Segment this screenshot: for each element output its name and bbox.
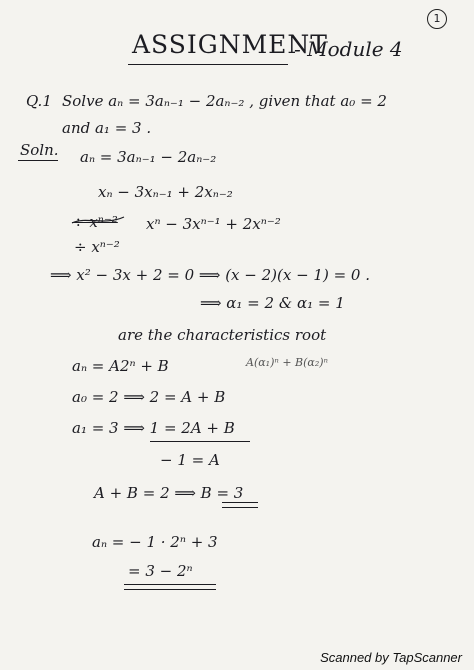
recurrence-relation: aₙ = 3aₙ₋₁ − 2aₙ₋₂ xyxy=(80,148,217,166)
question-line-1: Solve aₙ = 3aₙ₋₁ − 2aₙ₋₂ , given that a₀ = 2 xyxy=(62,92,387,110)
final-answer: = 3 − 2ⁿ xyxy=(128,562,193,580)
question-label: Q.1 xyxy=(26,92,52,110)
solution-label: Soln. xyxy=(20,141,59,159)
assignment-title: ASSIGNMENT xyxy=(132,30,328,59)
power-form: xⁿ − 3xⁿ⁻¹ + 2xⁿ⁻² xyxy=(146,215,281,233)
initial-condition-1: a₁ = 3 ⟹ 1 = 2A + B xyxy=(72,419,235,437)
value-of-b: A + B = 2 ⟹ B = 3 xyxy=(94,484,244,502)
value-of-a: − 1 = A xyxy=(160,451,220,469)
roots-line: ⟹ α₁ = 2 & α₁ = 1 xyxy=(200,294,345,312)
characteristic-equation: ⟹ x² − 3x + 2 = 0 ⟹ (x − 2)(x − 1) = 0 . xyxy=(50,266,370,284)
page-number: 1 xyxy=(427,9,447,29)
roots-caption: are the characteristics root xyxy=(118,326,327,344)
initial-condition-0: a₀ = 2 ⟹ 2 = A + B xyxy=(72,388,226,406)
scribble-mark xyxy=(72,217,124,223)
general-solution: aₙ = A2ⁿ + B xyxy=(72,357,169,375)
particular-solution: aₙ = − 1 · 2ⁿ + 3 xyxy=(92,533,218,551)
struck-divide-step: ÷ xⁿ⁻² xyxy=(72,213,118,231)
scanner-watermark: Scanned by TapScanner xyxy=(320,650,462,665)
characteristic-terms: xₙ − 3xₙ₋₁ + 2xₙ₋₂ xyxy=(98,183,233,201)
question-line-2: and a₁ = 3 . xyxy=(62,119,152,137)
divide-step: ÷ xⁿ⁻² xyxy=(74,238,120,256)
module-subtitle: - Module 4 xyxy=(294,37,403,61)
general-form-note: A(α₁)ⁿ + B(α₂)ⁿ xyxy=(246,356,328,369)
